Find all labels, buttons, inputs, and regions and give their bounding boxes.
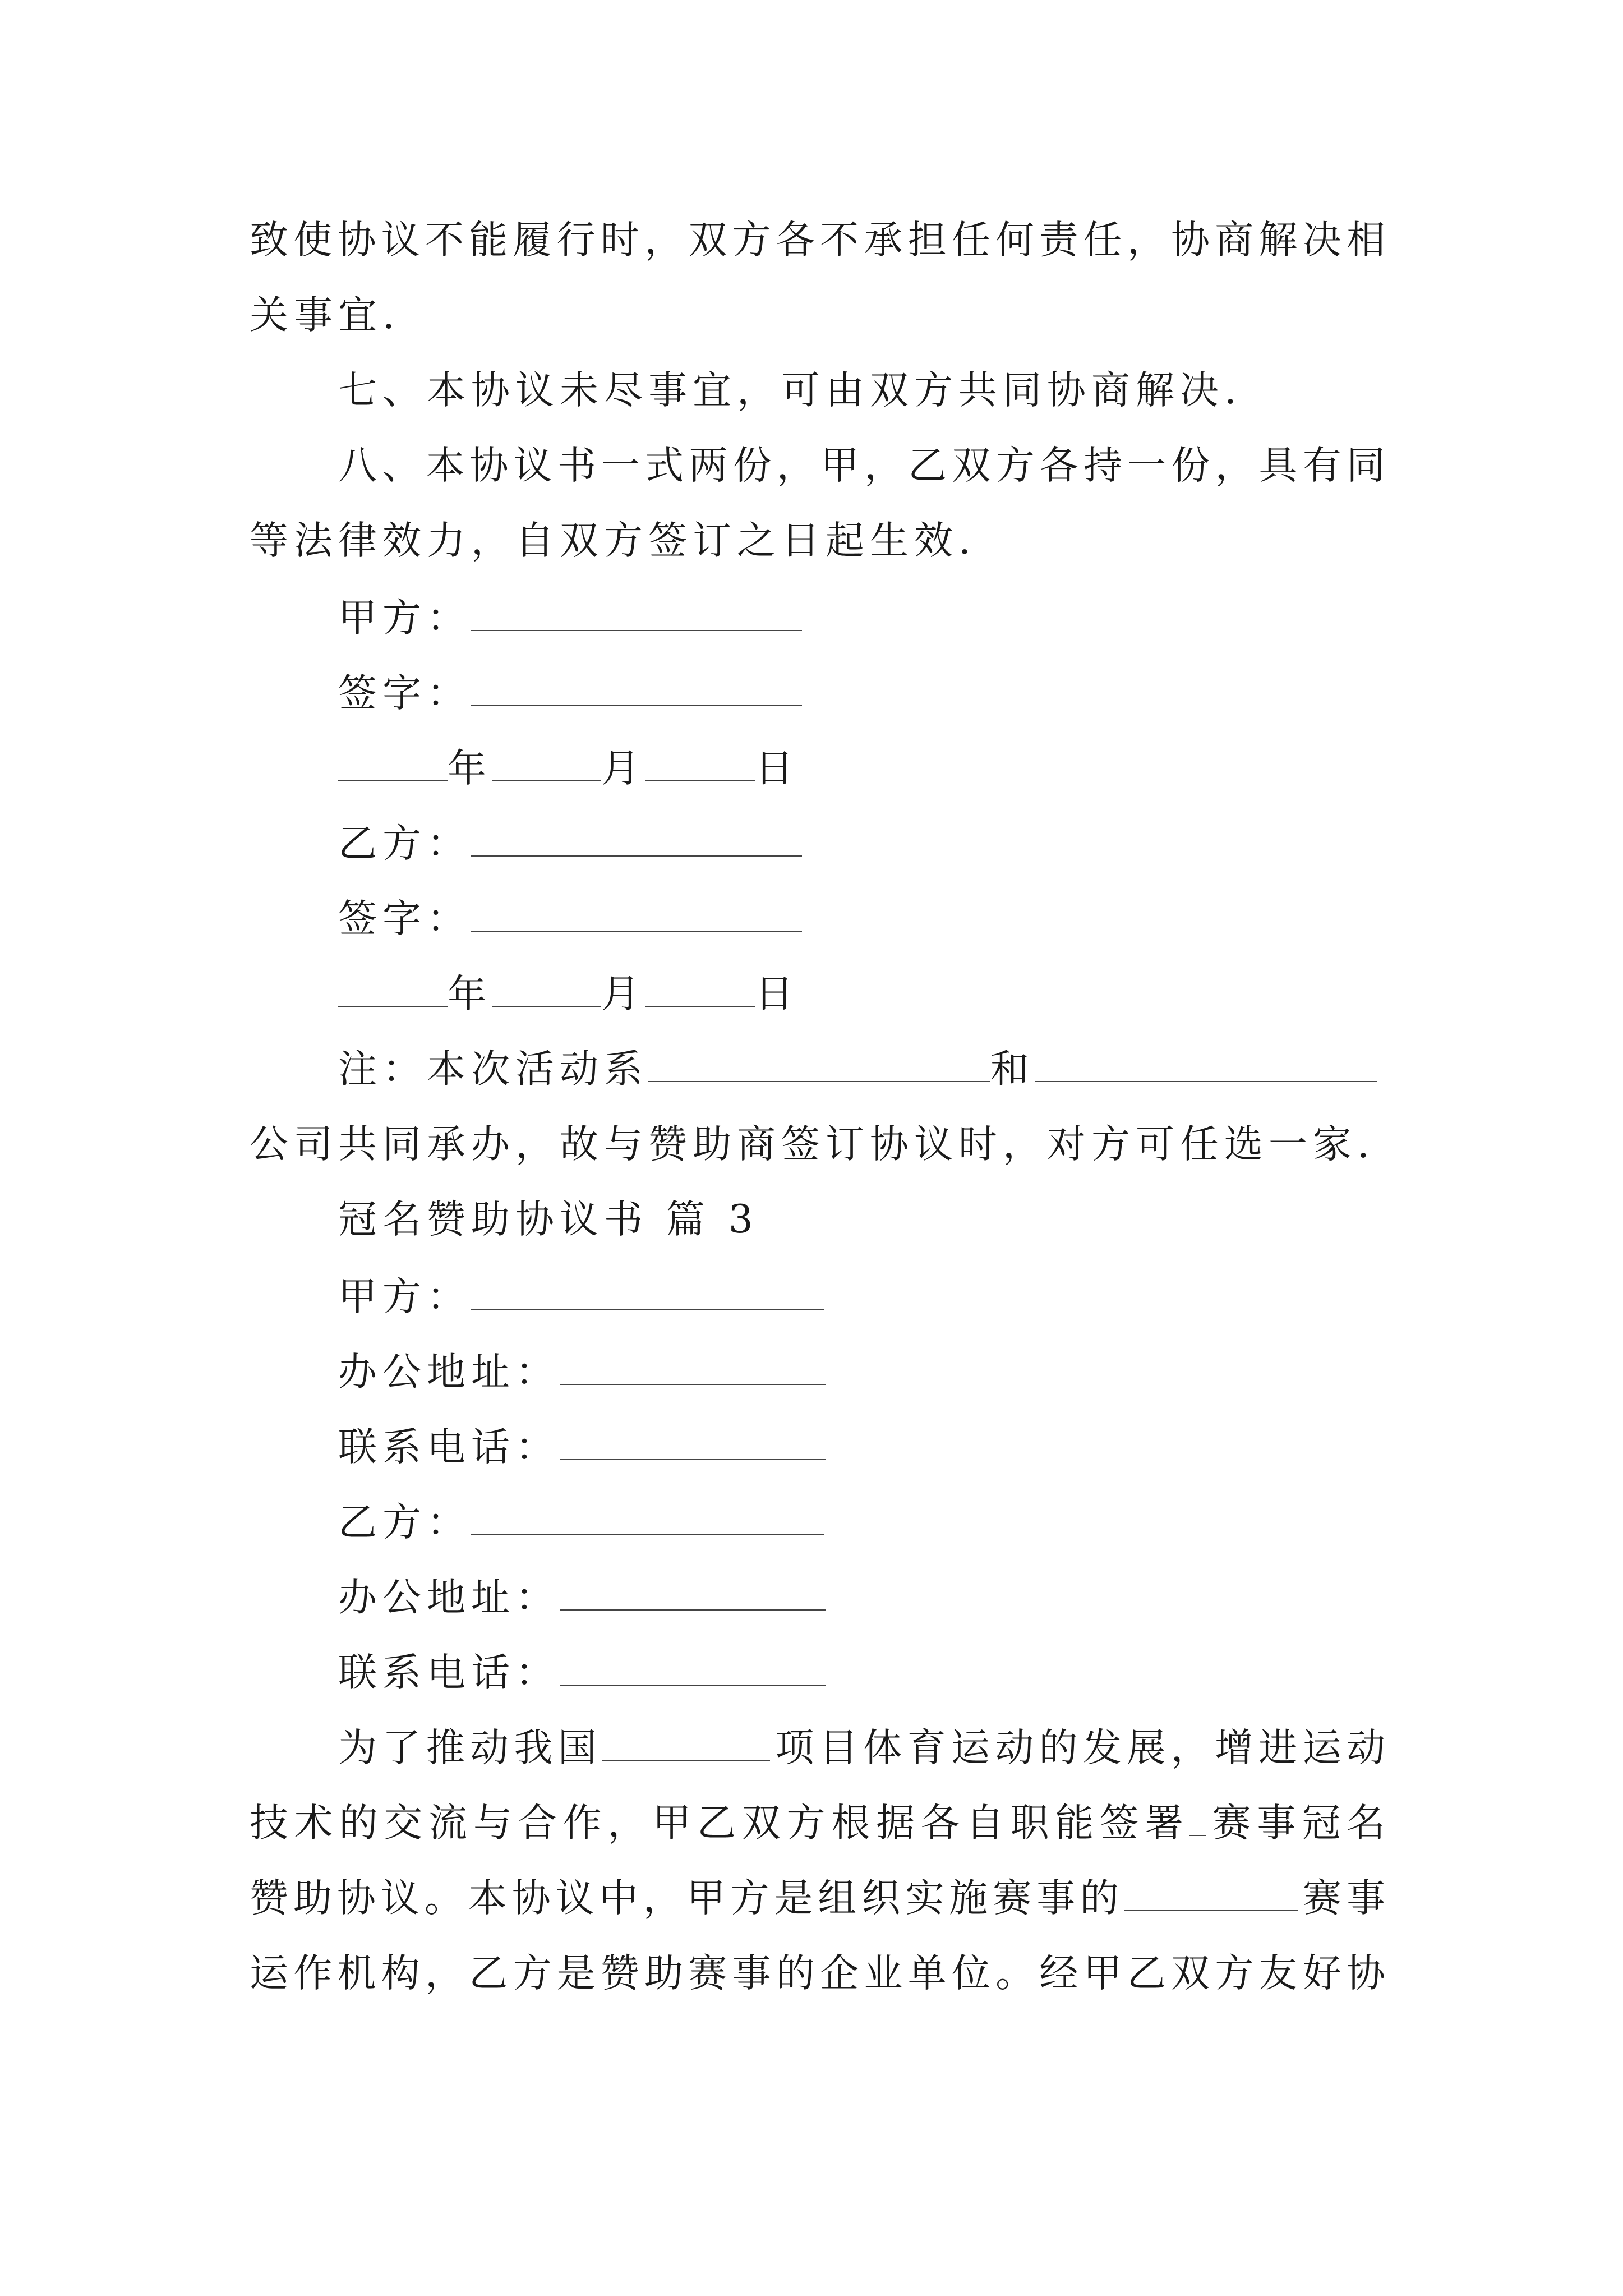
s3-phone-a-line — [338, 1420, 826, 1474]
clause-eight: 八、本协议书一式两份，甲，乙双方各持一份，具有同 — [338, 443, 1385, 488]
event-blank — [1189, 1800, 1206, 1836]
s3-office-b-label: 办公地址： — [338, 1575, 560, 1620]
s3-office-b-line — [338, 1571, 826, 1625]
s3-party-a-label: 甲方： — [338, 1274, 471, 1319]
paragraph-line: 致使协议不能履行时，双方各不承担任何责任，协商解决相 — [250, 218, 1385, 263]
body-text: 赛事冠名 — [1206, 1801, 1386, 1846]
s3-phone-b-label: 联系电话： — [338, 1650, 560, 1695]
party-a-blank — [471, 595, 802, 631]
day-blank — [645, 971, 755, 1007]
project-blank — [602, 1725, 770, 1761]
year-label: 年 — [448, 746, 492, 791]
day-label: 日 — [755, 746, 799, 791]
day-label: 日 — [755, 972, 799, 1016]
clause-seven: 七、本协议未尽事宜，可由双方共同协商解决. — [338, 368, 1242, 413]
party-b-blank — [471, 821, 802, 857]
s3-phone-a-label: 联系电话： — [338, 1425, 560, 1470]
note-prefix: 注：本次活动系 — [338, 1047, 648, 1092]
party-b-line — [338, 817, 802, 871]
note-and: 和 — [990, 1047, 1035, 1092]
month-blank — [492, 746, 601, 781]
paragraph-line: 等法律效力，自双方签订之日起生效. — [250, 518, 976, 563]
body-text: 赛事 — [1298, 1876, 1386, 1921]
s3-office-b-blank — [560, 1575, 826, 1611]
note-blank-2 — [1035, 1046, 1377, 1082]
s3-party-a-blank — [471, 1274, 824, 1310]
body-line-1 — [338, 1721, 1385, 1775]
day-blank — [645, 746, 755, 781]
s3-party-b-line — [338, 1496, 824, 1549]
s3-party-a-line — [338, 1270, 824, 1324]
year-blank — [338, 746, 448, 781]
body-line-4: 运作机构，乙方是赞助赛事的企业单位。经甲乙双方友好协 — [250, 1951, 1385, 1996]
paragraph-line: 关事宜. — [250, 293, 400, 338]
sign-b-blank — [471, 896, 802, 932]
body-text: 赞助协议。本协议中，甲方是组织实施赛事的 — [250, 1876, 1124, 1921]
section-title: 冠名赞助协议书 篇 3 — [338, 1197, 759, 1242]
month-label: 月 — [601, 746, 645, 791]
date-a-line — [338, 742, 799, 795]
month-label: 月 — [601, 972, 645, 1016]
s3-phone-a-blank — [560, 1424, 826, 1460]
body-text: 为了推动我国 — [338, 1726, 602, 1770]
s3-party-b-blank — [471, 1499, 824, 1535]
s3-office-a-line — [338, 1345, 826, 1399]
organizer-blank — [1124, 1875, 1298, 1911]
sign-a-blank — [471, 670, 802, 706]
body-line-3 — [250, 1871, 1385, 1925]
body-text: 项目体育运动的发展，增进运动 — [770, 1726, 1386, 1770]
year-blank — [338, 971, 448, 1007]
sign-a-label: 签字： — [338, 671, 471, 716]
s3-phone-b-line — [338, 1646, 826, 1700]
s3-phone-b-blank — [560, 1650, 826, 1686]
party-b-label: 乙方： — [338, 821, 471, 866]
sign-b-line — [338, 892, 802, 946]
party-a-label: 甲方： — [338, 596, 471, 641]
s3-party-b-label: 乙方： — [338, 1500, 471, 1545]
date-b-line — [338, 967, 799, 1021]
sign-b-label: 签字： — [338, 896, 471, 941]
month-blank — [492, 971, 601, 1007]
s3-office-a-blank — [560, 1349, 826, 1385]
sign-a-line — [338, 666, 802, 720]
party-a-line — [338, 591, 802, 645]
s3-office-a-label: 办公地址： — [338, 1350, 560, 1395]
body-line-2 — [250, 1796, 1385, 1850]
year-label: 年 — [448, 972, 492, 1016]
body-text: 技术的交流与合作，甲乙双方根据各自职能签署 — [250, 1801, 1189, 1846]
note-line — [338, 1042, 1377, 1096]
note-blank-1 — [648, 1046, 990, 1082]
note-line-2: 公司共同承办，故与赞助商签订协议时，对方可任选一家. — [250, 1122, 1375, 1167]
